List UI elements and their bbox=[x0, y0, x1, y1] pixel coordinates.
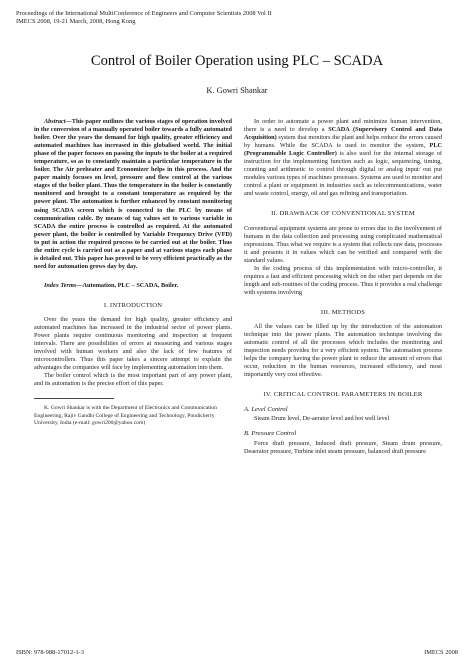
footnote-divider bbox=[34, 398, 114, 399]
scada-plc-paragraph bbox=[244, 118, 442, 198]
intro-paragraph-2: The boiler control which is the most important part of any power plant, and its automation is the precise effort of this paper. bbox=[34, 372, 232, 388]
subsection-level-control: A. Level Control bbox=[244, 406, 288, 414]
section-heading-introduction: I. INTRODUCTION bbox=[103, 301, 163, 309]
para-text-b: system that monitors the plant and helps reduce the errors caused by humans. While the SCADA is used to monitor the system, bbox=[244, 134, 442, 150]
methods-paragraph: All the values can be filled up by the introduction of the automation technique into the power plants. The automation technique involving the automatic control of all the processes which includes the monitoring and inspection needs provides for a very efficient system. The automation process helps the company having the power plant to reduce the amount of errors that occur, reduction in the human resources, increased efficiency, and most importantly very cost effective. bbox=[244, 322, 442, 379]
plc-term: PLC (Programmable Logic Controller) bbox=[244, 142, 442, 158]
running-header bbox=[16, 10, 272, 26]
scada-term: SCADA (Supervisory Control and Data Acquisition) bbox=[244, 126, 443, 142]
index-terms bbox=[34, 282, 232, 290]
isbn-footer: ISBN: 978-988-17012-1-3 bbox=[16, 649, 84, 656]
pressure-control-text: Force draft pressure, Induced draft pressure, Steam drum pressure, Deaerator pressure, Turbine inlet steam pressure, balanced draft pressure bbox=[244, 439, 442, 455]
conference-footer: IMECS 2008 bbox=[424, 649, 458, 656]
abstract-text: —This paper outlines the various stages of operation involved in the conversion of a manually operated boiler towards a fully automated boiler. Over the years the demand for high quality, greater efficiency and automated machines has increased in this globalised world. The initial phase of the paper focuses on passing the inputs to the boiler at a required temperature, so as to constantly maintain a particular temperature in the boiler. The Air preheater and Economizer helps in this process. And the paper mainly focuses on level, pressure and flow control at the various stages of the boiler plant. Thus the temperature in the boiler is constantly monitored and brought to a constant temperature as required by the power plant. The automation is further enhanced by constant monitoring using SCADA screen which is connected to the PLC by means of communication cable. By means of tag values set to various variable in SCADA the entire process is controlled as required. At the automated power plant, the boiler is controlled by Variable Frequency Drive (VFD) to put in action the required process to be carried out at the boiler. Thus the entire cycle is carried out as a paper and at various stages each phase is detailed out. This paper has proved to be very efficient practically as the need for automation grows day by day. bbox=[34, 118, 232, 270]
index-terms-lead: Index Terms bbox=[44, 281, 77, 289]
header-proceedings: Proceedings of the International MultiConference of Engineers and Computer Scientists 2008 Vol II bbox=[16, 10, 272, 17]
right-column bbox=[244, 118, 442, 456]
section-heading-drawback: II. DRAWBACK OF CONVENTIONAL SYSTEM bbox=[271, 210, 415, 218]
para-text-a: In order to automate a power plant and minimize human intervention, there is a need to develop a bbox=[244, 118, 442, 134]
drawback-paragraph-1: Conventional equipment systems are prone to errors due to the involvement of humans in the data collection and processing using complicated mathematical expressions. Thus what we require is a system that collects raw data, processes it and presents it in values which can be verified and compared with the standard values. bbox=[244, 224, 442, 264]
level-control-text: Steam Drum level, De-aerator level and hot well level bbox=[254, 415, 390, 423]
author-footnote: K. Gowri Shankar is with the Department of Electronics and Communication Engineering, Rajiv Gandhi College of Engineering and Technology, Pondicherry University, India (e-mail: gowri200@yahoo.com) bbox=[34, 405, 217, 426]
section-heading-critical-parameters: IV. CRITICAL CONTROL PARAMETERS IN BOILER bbox=[263, 391, 423, 399]
abstract bbox=[34, 118, 232, 271]
author-name: K. Gowri Shankar bbox=[206, 86, 268, 95]
abstract-lead: Abstract bbox=[44, 118, 66, 125]
section-heading-methods: III. METHODS bbox=[320, 308, 366, 316]
header-conference: IMECS 2008, 19-21 March, 2008, Hong Kong bbox=[16, 18, 136, 26]
para-text-c: is also used for the internal storage of instruction for the implementing function such as logic, sequencing, timing, counting and arithmetic to control through digital or analog input/ out put modules various types of machines processes. Systems are used to monitor and control a plant or equipment in industries such as telecommunications, water and waste control, energy, oil and gas refining and transportation. bbox=[244, 150, 442, 198]
index-terms-text: —Automation, PLC – SCADA, Boiler. bbox=[76, 281, 179, 289]
subsection-pressure-control: B. Pressure Control bbox=[244, 430, 297, 438]
intro-paragraph-1: Over the years the demand for high quality, greater efficiency and automated machines has increased in the industrial sector of power plants. Power plants require continuous monitoring and inspection at frequent intervals. There are possibilities of errors at measuring and various stages involved with human workers and also the lack of few features of microcontrollers. Thus this paper takes a sincere attempt to explain the advantages the companies will face by implementing automation into them. bbox=[34, 315, 232, 372]
drawback-paragraph-2: In the coding process of this implementation with micro-controller, it requires a fast and efficient processing which on the other part depends on the length and sub-routines of the coding process. Thus it provides a real challenge with systems involving bbox=[244, 264, 442, 296]
paper-title: Control of Boiler Operation using PLC – SCADA bbox=[90, 53, 384, 69]
left-column bbox=[34, 118, 232, 427]
